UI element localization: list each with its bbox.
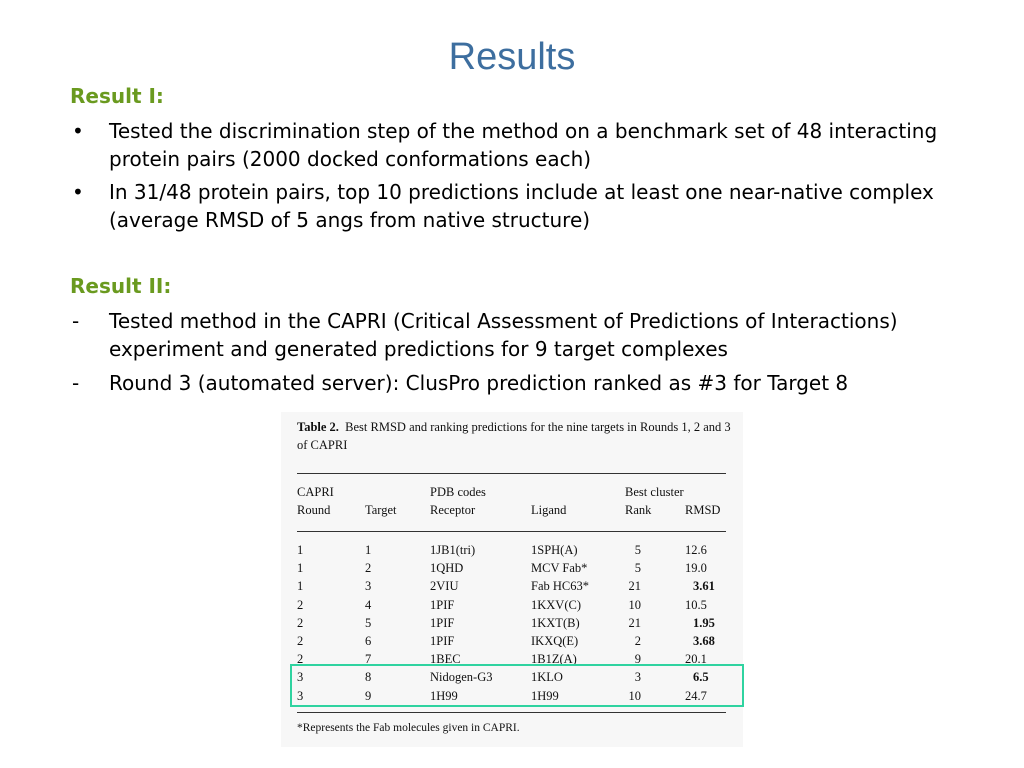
cell-ligand: 1B1Z(A) xyxy=(531,652,577,667)
cell-rmsd: 19.0 xyxy=(685,561,707,576)
cell-receptor: Nidogen-G3 xyxy=(430,670,493,685)
cell-round: 3 xyxy=(297,670,304,685)
cell-receptor: 1PIF xyxy=(430,597,455,612)
cell-rmsd: 3.61 xyxy=(693,579,715,594)
bullet-marker: • xyxy=(72,119,84,143)
cell-rank: 21 xyxy=(628,579,641,594)
table-caption-text: Best RMSD and ranking predictions for the nine targets in Rounds 1, 2 and 3 of CAPRI xyxy=(297,420,731,452)
table-footnote: *Represents the Fab molecules given in CAPRI. xyxy=(297,722,520,734)
cell-rmsd: 10.5 xyxy=(685,597,707,612)
cell-rmsd: 20.1 xyxy=(685,652,707,667)
result-2-bullet-2 xyxy=(72,369,972,397)
cell-round: 2 xyxy=(297,597,304,612)
cell-ligand: 1SPH(A) xyxy=(531,543,578,557)
header-rank: Rank xyxy=(625,503,652,517)
cell-round: 1 xyxy=(297,543,304,557)
header-target: Target xyxy=(365,503,397,517)
cell-ligand: 1H99 xyxy=(531,688,559,703)
cell-ligand: 1KXT(B) xyxy=(531,615,580,630)
cell-target: 1 xyxy=(365,543,372,557)
cell-rmsd: 24.7 xyxy=(685,688,707,703)
cell-rank: 10 xyxy=(628,597,641,612)
cell-receptor: 1JB1(tri) xyxy=(430,543,476,557)
bullet-text: Tested method in the CAPRI (Critical Assessment of Predictions of Interactions) experiment and generated predictions for 9 target complexes xyxy=(109,309,898,361)
cell-rank: 3 xyxy=(634,670,641,685)
cell-target: 9 xyxy=(365,688,372,703)
cell-target: 7 xyxy=(365,652,372,667)
cell-rank: 21 xyxy=(628,615,641,630)
cell-rank: 5 xyxy=(634,543,641,557)
cell-ligand: 1KLO xyxy=(531,670,563,685)
header-pdb-codes: PDB codes xyxy=(430,485,486,499)
cell-rank: 9 xyxy=(634,652,641,667)
cell-target: 4 xyxy=(365,597,372,612)
cell-round: 2 xyxy=(297,634,304,648)
cell-ligand: 1KXV(C) xyxy=(531,597,581,612)
cell-target: 5 xyxy=(365,615,372,630)
cell-round: 2 xyxy=(297,652,304,667)
result-1-bullet-1 xyxy=(72,117,972,173)
cell-rmsd: 1.95 xyxy=(693,615,715,630)
table-header-rule xyxy=(297,531,726,532)
cell-rmsd: 6.5 xyxy=(693,670,709,685)
header-rmsd: RMSD xyxy=(685,503,721,517)
header-ligand: Ligand xyxy=(531,503,567,517)
header-capri: CAPRI xyxy=(297,485,334,499)
cell-rank: 5 xyxy=(634,561,641,576)
result-2-heading: Result II: xyxy=(70,274,172,298)
cell-rmsd: 12.6 xyxy=(685,543,707,557)
cell-receptor: 1QHD xyxy=(430,561,464,576)
cell-round: 1 xyxy=(297,579,304,594)
cell-round: 3 xyxy=(297,688,304,703)
table-caption xyxy=(297,418,737,454)
cell-receptor: 1PIF xyxy=(430,615,455,630)
cell-ligand: Fab HC63* xyxy=(531,579,589,594)
cell-rank: 10 xyxy=(628,688,641,703)
cell-rank: 2 xyxy=(634,634,641,648)
result-2-bullet-1 xyxy=(72,307,972,363)
cell-receptor: 2VIU xyxy=(430,579,459,594)
cell-round: 2 xyxy=(297,615,304,630)
table-bottom-rule xyxy=(297,712,726,713)
cell-round: 1 xyxy=(297,561,304,576)
target-8-highlight-box xyxy=(290,664,744,707)
header-receptor: Receptor xyxy=(430,503,476,517)
cell-receptor: 1PIF xyxy=(430,634,455,648)
table-top-rule xyxy=(297,473,726,474)
slide-title: Results xyxy=(448,36,576,78)
bullet-marker: - xyxy=(72,309,80,333)
bullet-text: Round 3 (automated server): ClusPro prediction ranked as #3 for Target 8 xyxy=(109,371,849,395)
bullet-text: In 31/48 protein pairs, top 10 predictions include at least one near-native complex (average RMSD of 5 angs from native structure) xyxy=(109,180,934,232)
result-1-heading: Result I: xyxy=(70,84,164,108)
cell-receptor: 1H99 xyxy=(430,688,458,703)
cell-ligand: IKXQ(E) xyxy=(531,634,579,648)
bullet-marker: - xyxy=(72,371,80,395)
cell-target: 6 xyxy=(365,634,372,648)
table-caption-label: Table 2. xyxy=(297,420,339,434)
cell-receptor: 1BEC xyxy=(430,652,461,667)
bullet-marker: • xyxy=(72,180,84,204)
result-1-bullet-2 xyxy=(72,178,972,234)
cell-target: 3 xyxy=(365,579,372,594)
cell-ligand: MCV Fab* xyxy=(531,561,588,576)
header-round: Round xyxy=(297,503,331,517)
cell-target: 8 xyxy=(365,670,372,685)
cell-rmsd: 3.68 xyxy=(693,634,715,648)
bullet-text: Tested the discrimination step of the method on a benchmark set of 48 interacting protein pairs (2000 docked conformations each) xyxy=(109,119,938,171)
header-best-cluster: Best cluster xyxy=(625,485,684,499)
cell-target: 2 xyxy=(365,561,372,576)
